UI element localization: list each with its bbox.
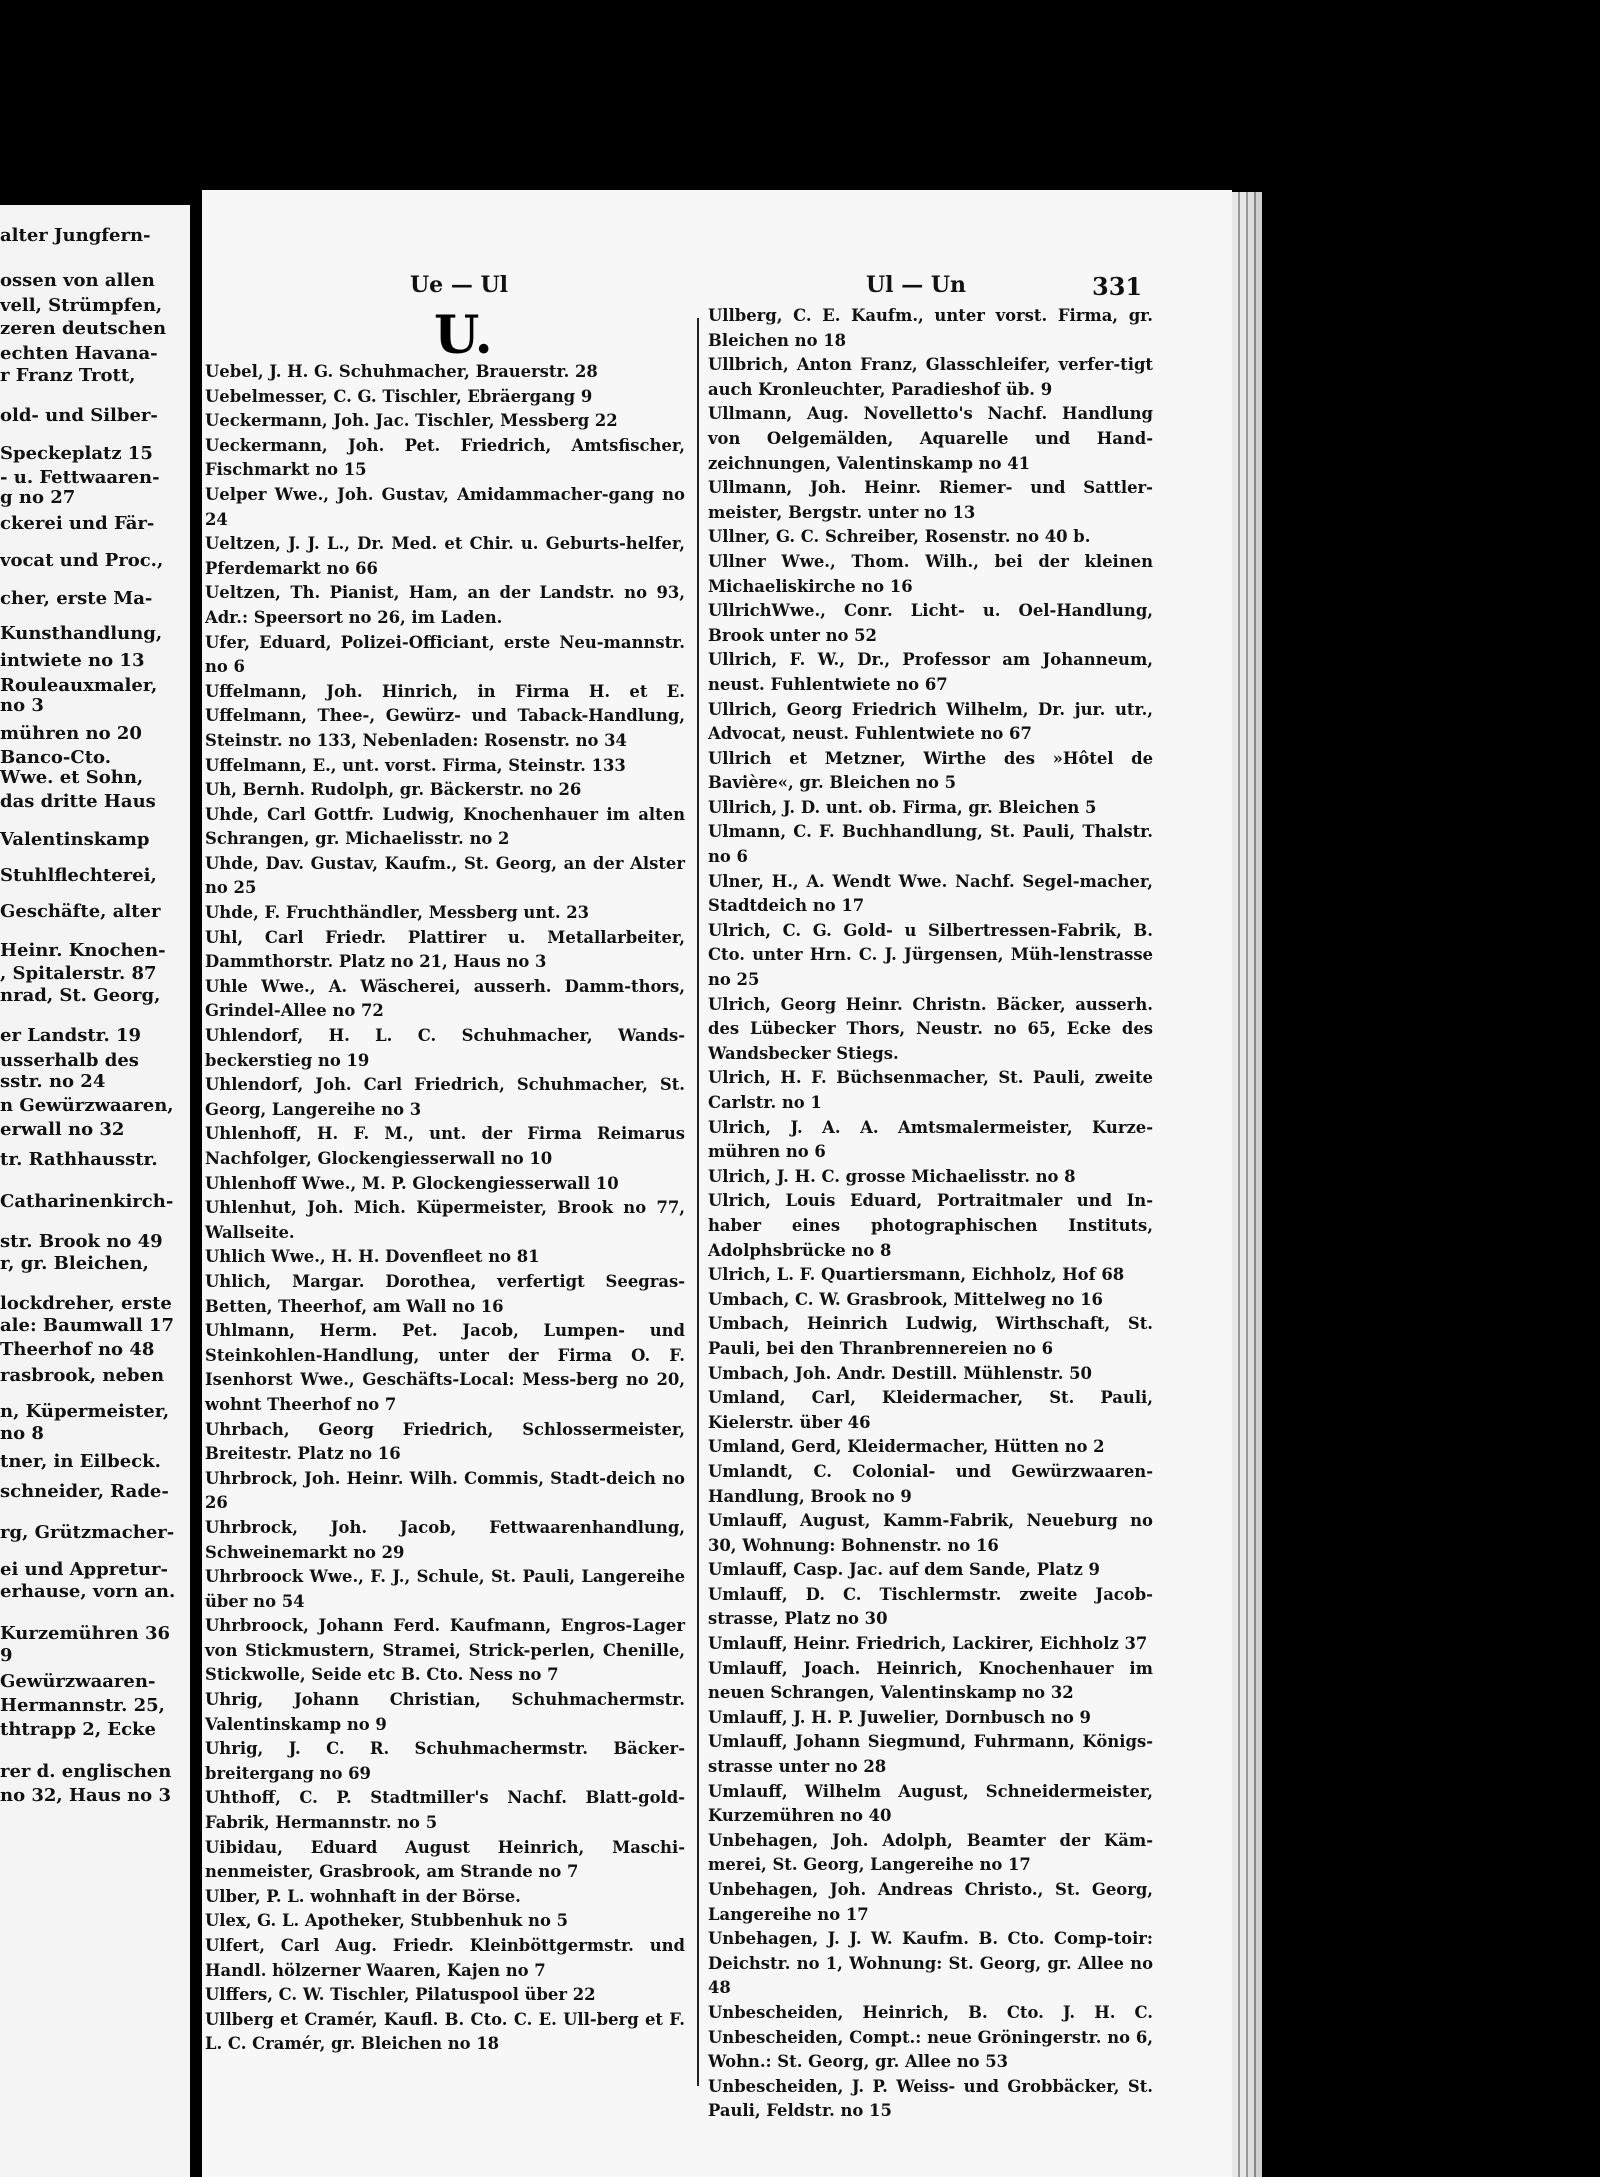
left-page-text-fragment: vocat und Proc.,	[0, 550, 164, 571]
left-page-text-fragment: - u. Fettwaaren-	[0, 467, 160, 488]
directory-entry: Uebelmesser, C. G. Tischler, Ebräergang 9	[205, 386, 593, 406]
directory-entry: Umlandt, C. Colonial- und Gewürzwaaren-Handlung, Brook no 9	[708, 1461, 1153, 1506]
directory-entry: Umlauff, Joach. Heinrich, Knochenhauer im neuen Schrangen, Valentinskamp no 32	[708, 1658, 1153, 1703]
directory-entry: Ullmann, Aug. Novelletto's Nachf. Handlung von Oelgemälden, Aquarelle und Hand-zeichnungen, Valentinskamp no 41	[708, 404, 1153, 473]
left-page-text-fragment: echten Havana-	[0, 343, 158, 364]
directory-entry: Uhlenhoff Wwe., M. P. Glockengiesserwall 10	[205, 1173, 619, 1193]
directory-entry: Uhrbach, Georg Friedrich, Schlossermeister, Breitestr. Platz no 16	[205, 1419, 685, 1464]
directory-entry: Uhlich, Margar. Dorothea, verfertigt Seegras-Betten, Theerhof, am Wall no 16	[205, 1271, 685, 1316]
directory-entry: Umbach, Joh. Andr. Destill. Mühlenstr. 50	[708, 1363, 1092, 1383]
directory-entry: Unbescheiden, J. P. Weiss- und Grobbäcker, St. Pauli, Feldstr. no 15	[708, 2076, 1153, 2121]
directory-entry: Umland, Gerd, Kleidermacher, Hütten no 2	[708, 1437, 1105, 1457]
directory-entry: Uhlendorf, Joh. Carl Friedrich, Schuhmacher, St. Georg, Langereihe no 3	[205, 1075, 685, 1119]
directory-entry: Uhle Wwe., A. Wäscherei, ausserh. Damm-thors, Grindel-Allee no 72	[205, 976, 685, 1021]
left-page-text-fragment: intwiete no 13	[0, 650, 145, 671]
directory-entry: Uhrbroock Wwe., F. J., Schule, St. Pauli, Langereihe über no 54	[205, 1567, 685, 1611]
left-page-text-fragment: g no 27	[0, 487, 76, 508]
left-page-text-fragment: thtrapp 2, Ecke	[0, 1719, 156, 1740]
left-page-text-fragment: str. Brook no 49	[0, 1231, 163, 1252]
left-page-text-fragment: n, Küpermeister,	[0, 1401, 170, 1422]
left-page-text-fragment: no 8	[0, 1423, 44, 1444]
left-page-text-fragment: Rouleauxmaler,	[0, 675, 158, 696]
directory-entry: Uffelmann, Joh. Hinrich, in Firma H. et E. Uffelmann, Thee-, Gewürz- und Taback-Handlung, Steinstr. no 133, Nebenladen: Rosenstr. no 34	[205, 681, 685, 750]
directory-entry: Ueltzen, J. J. L., Dr. Med. et Chir. u. Geburts-helfer, Pferdemarkt no 66	[205, 534, 685, 578]
left-page-text-fragment: Geschäfte, alter	[0, 901, 161, 922]
directory-entry: Ulffers, C. W. Tischler, Pilatuspool über 22	[205, 1985, 596, 2005]
left-page-text-fragment: usserhalb des	[0, 1050, 139, 1071]
left-page-text-fragment: Stuhlflechterei,	[0, 865, 157, 886]
left-page-text-fragment: lockdreher, erste	[0, 1293, 172, 1314]
directory-entry: Ulrich, Louis Eduard, Portraitmaler und In-haber eines photographischen Instituts, Adolphsbrücke no 8	[708, 1191, 1153, 1260]
directory-entry: Umbach, Heinrich Ludwig, Wirthschaft, St. Pauli, bei den Thranbrennereien no 6	[708, 1314, 1153, 1358]
directory-entry: Ulrich, L. F. Quartiersmann, Eichholz, Hof 68	[708, 1265, 1125, 1285]
directory-entry: Ullmann, Joh. Heinr. Riemer- und Sattler-meister, Bergstr. unter no 13	[708, 478, 1153, 522]
left-page-text-fragment: erwall no 32	[0, 1119, 125, 1140]
running-head-left: Ue — Ul	[410, 272, 509, 298]
left-page-text-fragment: er Landstr. 19	[0, 1025, 142, 1046]
left-page-text-fragment: Kurzemühren 36	[0, 1623, 171, 1644]
left-page-text-fragment: ckerei und Fär-	[0, 513, 155, 534]
left-page-text-fragment: Valentinskamp	[0, 829, 150, 850]
left-page-text-fragment: Gewürzwaaren-	[0, 1671, 156, 1692]
directory-entry: Uhrbroock, Johann Ferd. Kaufmann, Engros-Lager von Stickmustern, Stramei, Strick-perlen, Chenille, Stickwolle, Seide etc B. Cto. Ness no 7	[205, 1616, 685, 1685]
directory-entry: UllrichWwe., Conr. Licht- u. Oel-Handlung, Brook unter no 52	[708, 601, 1153, 645]
directory-entry: Umbach, C. W. Grasbrook, Mittelweg no 16	[708, 1289, 1103, 1309]
left-page-text-fragment: rer d. englischen	[0, 1761, 172, 1782]
left-page-text-fragment: cher, erste Ma-	[0, 588, 153, 609]
left-page-text-fragment: nrad, St. Georg,	[0, 985, 161, 1006]
directory-entry: Uebel, J. H. G. Schuhmacher, Brauerstr. 28	[205, 362, 598, 381]
directory-entry: Unbehagen, J. J. W. Kaufm. B. Cto. Comp-toir: Deichstr. no 1, Wohnung: St. Georg, gr. Allee no 48	[708, 1929, 1153, 1998]
directory-entry: Uhrig, J. C. R. Schuhmachermstr. Bäcker-breitergang no 69	[205, 1739, 685, 1783]
left-page-text-fragment: zeren deutschen	[0, 318, 167, 339]
directory-entry: Uh, Bernh. Rudolph, gr. Bäckerstr. no 26	[205, 780, 582, 800]
left-page-text-fragment: r, gr. Bleichen,	[0, 1253, 149, 1274]
directory-entry: Ullrich, J. D. unt. ob. Firma, gr. Bleichen 5	[708, 797, 1097, 817]
directory-entry: Uhthoff, C. P. Stadtmiller's Nachf. Blatt-gold-Fabrik, Hermannstr. no 5	[205, 1788, 685, 1833]
directory-entry: Unbescheiden, Heinrich, B. Cto. J. H. C. Unbescheiden, Compt.: neue Gröningerstr. no 6, Wohn.: St. Georg, gr. Allee no 53	[708, 2002, 1153, 2072]
directory-entry: Umlauff, Casp. Jac. auf dem Sande, Platz 9	[708, 1560, 1100, 1580]
left-page-text-fragment: Catharinenkirch-	[0, 1191, 174, 1212]
directory-entry: Uhlmann, Herm. Pet. Jacob, Lumpen- und Steinkohlen-Handlung, unter der Firma O. F. Isenhorst Wwe., Geschäfts-Local: Mess-berg no 20, wohnt Theerhof no 7	[205, 1321, 685, 1414]
directory-column-right	[708, 304, 1153, 2124]
left-page-fragment	[0, 205, 190, 2177]
left-page-text-fragment: rg, Grützmacher-	[0, 1522, 175, 1543]
directory-entry: Ulrich, Georg Heinr. Christn. Bäcker, ausserh. des Lübecker Thors, Neustr. no 65, Ecke des Wandsbecker Stiegs.	[708, 994, 1153, 1063]
page-stack-edge	[1232, 192, 1262, 2177]
left-page-text-fragment: 9	[0, 1645, 13, 1666]
left-page-text-fragment: Theerhof no 48	[0, 1339, 155, 1360]
directory-entry: Umlauff, Heinr. Friedrich, Lackirer, Eichholz 37	[708, 1634, 1148, 1654]
left-page-text-fragment: ale: Baumwall 17	[0, 1315, 175, 1336]
directory-entry: Uhde, Dav. Gustav, Kaufm., St. Georg, an der Alster no 25	[205, 853, 685, 898]
left-page-text-fragment: Kunsthandlung,	[0, 623, 163, 644]
column-rule	[697, 318, 699, 2086]
left-page-text-fragment: Hermannstr. 25,	[0, 1695, 165, 1716]
directory-entry: Ullrich et Metzner, Wirthe des »Hôtel de Bavière«, gr. Bleichen no 5	[708, 748, 1153, 793]
left-page-text-fragment: das dritte Haus	[0, 791, 156, 812]
directory-entry: Uhlendorf, H. L. C. Schuhmacher, Wands-beckerstieg no 19	[205, 1026, 685, 1070]
left-page-text-fragment: n Gewürzwaaren,	[0, 1095, 174, 1116]
directory-entry: Uhl, Carl Friedr. Plattirer u. Metallarbeiter, Dammthorstr. Platz no 21, Haus no 3	[205, 927, 685, 972]
directory-entry: Uelper Wwe., Joh. Gustav, Amidammacher-gang no 24	[205, 484, 685, 529]
left-page-text-fragment: alter Jungfern-	[0, 225, 151, 246]
directory-entry: Ulmann, C. F. Buchhandlung, St. Pauli, Thalstr. no 6	[708, 822, 1153, 867]
directory-entry: Uhrig, Johann Christian, Schuhmachermstr. Valentinskamp no 9	[205, 1690, 685, 1734]
directory-entry: Ulrich, J. A. A. Amtsmalermeister, Kurze-mühren no 6	[708, 1117, 1153, 1162]
directory-entry: Uibidau, Eduard August Heinrich, Maschi-nenmeister, Grasbrook, am Strande no 7	[205, 1837, 685, 1882]
directory-entry: Ullberg et Cramér, Kaufl. B. Cto. C. E. Ull-berg et F. L. C. Cramér, gr. Bleichen no 18	[205, 2009, 685, 2054]
directory-entry: Umlauff, Wilhelm August, Schneidermeister, Kurzemühren no 40	[708, 1781, 1153, 1826]
left-page-text-fragment: tner, in Eilbeck.	[0, 1451, 161, 1472]
directory-entry: Ueckermann, Joh. Pet. Friedrich, Amtsfischer, Fischmarkt no 15	[205, 435, 685, 480]
left-page-text-fragment: erhause, vorn an.	[0, 1581, 176, 1602]
left-page-text-fragment: tr. Rathhausstr.	[0, 1149, 158, 1170]
left-page-text-fragment: Speckeplatz 15	[0, 443, 153, 464]
left-page-text-fragment: schneider, Rade-	[0, 1481, 169, 1502]
directory-entry: Uhlenhoff, H. F. M., unt. der Firma Reimarus Nachfolger, Glockengiesserwall no 10	[205, 1124, 685, 1168]
left-page-text-fragment: , Spitalerstr. 87	[0, 963, 157, 984]
directory-entry: Ulrich, H. F. Büchsenmacher, St. Pauli, zweite Carlstr. no 1	[708, 1068, 1153, 1112]
directory-entry: Umlauff, Johann Siegmund, Fuhrmann, Königs-strasse unter no 28	[708, 1732, 1153, 1777]
directory-entry: Ulner, H., A. Wendt Wwe. Nachf. Segel-macher, Stadtdeich no 17	[708, 871, 1153, 916]
directory-entry: Ullner, G. C. Schreiber, Rosenstr. no 40 b.	[708, 527, 1091, 547]
left-page-text-fragment: no 32, Haus no 3	[0, 1785, 171, 1806]
directory-entry: Ullbrich, Anton Franz, Glasschleifer, verfer-tigt auch Kronleuchter, Paradieshof üb. 9	[708, 355, 1153, 399]
directory-entry: Ufer, Eduard, Polizei-Officiant, erste Neu-mannstr. no 6	[205, 632, 685, 677]
directory-entry: Ueckermann, Joh. Jac. Tischler, Messberg 22	[205, 411, 618, 431]
directory-entry: Ullberg, C. E. Kaufm., unter vorst. Firma, gr. Bleichen no 18	[708, 306, 1153, 350]
left-page-text-fragment: Banco-Cto.	[0, 747, 111, 768]
directory-entry: Uhlich Wwe., H. H. Dovenfleet no 81	[205, 1247, 540, 1267]
directory-entry: Uhlenhut, Joh. Mich. Küpermeister, Brook no 77, Wallseite.	[205, 1198, 685, 1242]
directory-entry: Uhde, Carl Gottfr. Ludwig, Knochenhauer im alten Schrangen, gr. Michaelisstr. no 2	[205, 804, 685, 849]
left-page-text-fragment: Heinr. Knochen-	[0, 940, 166, 961]
left-page-text-fragment: rasbrook, neben	[0, 1365, 165, 1386]
directory-entry: Ullner Wwe., Thom. Wilh., bei der kleinen Michaeliskirche no 16	[708, 551, 1153, 596]
left-page-text-fragment: ei und Appretur-	[0, 1559, 169, 1580]
running-head-right: Ul — Un	[866, 272, 967, 298]
directory-entry: Unbehagen, Joh. Adolph, Beamter der Käm-merei, St. Georg, Langereihe no 17	[708, 1830, 1153, 1875]
directory-entry: Ueltzen, Th. Pianist, Ham, an der Landstr. no 93, Adr.: Speersort no 26, im Laden.	[205, 583, 685, 627]
left-page-text-fragment: old- und Silber-	[0, 405, 158, 426]
section-letter: U.	[434, 305, 493, 366]
directory-entry: Ulex, G. L. Apotheker, Stubbenhuk no 5	[205, 1911, 569, 1931]
directory-entry: Umland, Carl, Kleidermacher, St. Pauli, Kielerstr. über 46	[708, 1388, 1153, 1432]
directory-entry: Umlauff, August, Kamm-Fabrik, Neueburg no 30, Wohnung: Bohnenstr. no 16	[708, 1511, 1153, 1555]
left-page-text-fragment: r Franz Trott,	[0, 365, 136, 386]
directory-entry: Ulrich, J. H. C. grosse Michaelisstr. no 8	[708, 1166, 1076, 1186]
left-page-text-fragment: ossen von allen	[0, 270, 155, 291]
left-page-text-fragment: no 3	[0, 695, 44, 716]
directory-entry: Uhrbrock, Joh. Heinr. Wilh. Commis, Stadt-deich no 26	[205, 1468, 685, 1513]
directory-column-left	[205, 360, 685, 2057]
left-page-text-fragment: mühren no 20	[0, 723, 142, 744]
directory-entry: Umlauff, D. C. Tischlermstr. zweite Jacob-strasse, Platz no 30	[708, 1584, 1153, 1629]
directory-entry: Uhde, F. Fruchthändler, Messberg unt. 23	[205, 903, 590, 923]
directory-entry: Ullrich, Georg Friedrich Wilhelm, Dr. jur. utr., Advocat, neust. Fuhlentwiete no 67	[708, 699, 1153, 744]
left-page-text-fragment: Wwe. et Sohn,	[0, 767, 144, 788]
directory-entry: Ulfert, Carl Aug. Friedr. Kleinböttgermstr. und Handl. hölzerner Waaren, Kajen no 7	[205, 1936, 685, 1980]
directory-entry: Umlauff, J. H. P. Juwelier, Dornbusch no 9	[708, 1707, 1091, 1727]
left-page-text-fragment: sstr. no 24	[0, 1071, 106, 1092]
page-number: 331	[1092, 272, 1143, 301]
directory-entry: Ulber, P. L. wohnhaft in der Börse.	[205, 1886, 521, 1906]
directory-entry: Unbehagen, Joh. Andreas Christo., St. Georg, Langereihe no 17	[708, 1880, 1153, 1924]
directory-entry: Uhrbrock, Joh. Jacob, Fettwaarenhandlung, Schweinemarkt no 29	[205, 1517, 685, 1562]
directory-entry: Uffelmann, E., unt. vorst. Firma, Steinstr. 133	[205, 755, 626, 775]
left-page-text-fragment: vell, Strümpfen,	[0, 295, 163, 316]
directory-entry: Ullrich, F. W., Dr., Professor am Johanneum, neust. Fuhlentwiete no 67	[708, 650, 1153, 694]
directory-entry: Ulrich, C. G. Gold- u Silbertressen-Fabrik, B. Cto. unter Hrn. C. J. Jürgensen, Müh-lenstrasse no 25	[708, 920, 1153, 990]
